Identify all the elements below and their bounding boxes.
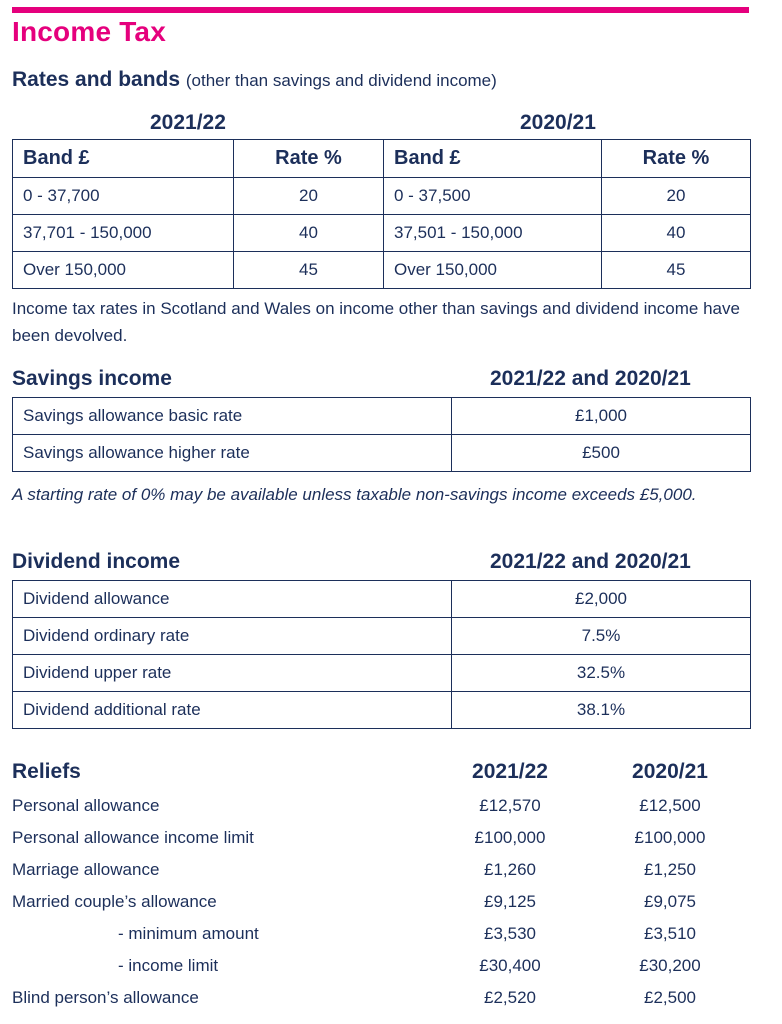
page-title: Income Tax [12,16,166,47]
relief-value-2021: £100,000 [474,828,546,847]
dividend-label-cell: Dividend ordinary rate [13,618,452,655]
rate-cell: 20 [234,178,384,215]
rates-heading-text: Rates and bands [12,68,181,91]
relief-row [0,854,782,886]
rates-table [12,139,751,289]
dividend-value-cell: £2,000 [452,581,751,618]
relief-value-2021: £12,570 [479,796,541,815]
relief-row [0,950,782,982]
band-cell: 37,701 - 150,000 [13,215,234,252]
table-header-row [13,140,751,178]
table-row [13,618,751,655]
dividend-label-cell: Dividend allowance [13,581,452,618]
relief-value-2021: £2,520 [484,988,536,1007]
rate-cell: 45 [234,252,384,289]
savings-label-cell: Savings allowance higher rate [13,435,452,472]
reliefs-year-2020-21: 2020/21 [632,760,708,783]
relief-row [0,918,782,950]
band-cell: 0 - 37,500 [384,178,602,215]
reliefs-heading: Reliefs [12,760,81,783]
relief-row [0,982,782,1014]
savings-table [12,397,751,472]
relief-row [0,822,782,854]
relief-value-2020: £9,075 [644,892,696,911]
savings-value-cell: £1,000 [452,398,751,435]
table-row [13,178,751,215]
dividend-value-cell: 38.1% [452,692,751,729]
savings-heading: Savings income [12,367,172,390]
title-rule [12,7,749,13]
col-band-2020: Band £ [384,140,602,178]
band-cell: Over 150,000 [13,252,234,289]
dividend-value-cell: 7.5% [452,618,751,655]
relief-value-2020: £100,000 [634,828,706,847]
rate-cell: 45 [602,252,751,289]
table-row [13,692,751,729]
col-rate-2020: Rate % [602,140,751,178]
relief-value-2020: £3,510 [644,924,696,943]
dividend-heading: Dividend income [12,550,181,573]
rate-cell: 40 [234,215,384,252]
table-row [13,398,751,435]
relief-label: - income limit [118,956,219,975]
table-row [13,435,751,472]
relief-value-2021: £3,530 [484,924,536,943]
rates-heading-note: (other than savings and dividend income) [185,71,497,90]
savings-year-label: 2021/22 and 2020/21 [490,367,691,390]
band-cell: Over 150,000 [384,252,602,289]
savings-label-cell: Savings allowance basic rate [13,398,452,435]
col-band-2021: Band £ [13,140,234,178]
rates-heading [12,68,497,92]
savings-value-cell: £500 [452,435,751,472]
table-row [13,252,751,289]
dividend-label-cell: Dividend upper rate [13,655,452,692]
reliefs-year-2021-22: 2021/22 [472,760,548,783]
rates-year-2021-22: 2021/22 [150,111,226,134]
col-rate-2021: Rate % [234,140,384,178]
table-row [13,581,751,618]
starting-rate-note: A starting rate of 0% may be available unless taxable non-savings income exceeds £5,000. [12,485,697,504]
dividend-year-label: 2021/22 and 2020/21 [490,550,691,573]
relief-value-2021: £9,125 [484,892,536,911]
rate-cell: 40 [602,215,751,252]
relief-value-2020: £2,500 [644,988,696,1007]
band-cell: 37,501 - 150,000 [384,215,602,252]
relief-label: Married couple’s allowance [12,892,217,911]
relief-value-2021: £30,400 [479,956,541,975]
relief-label: Blind person’s allowance [12,988,199,1007]
relief-label: Personal allowance income limit [12,828,254,847]
relief-label: Personal allowance [12,796,160,815]
relief-row [0,886,782,918]
table-row [13,215,751,252]
relief-value-2021: £1,260 [484,860,536,879]
relief-label: - minimum amount [118,924,259,943]
relief-row [0,790,782,822]
rate-cell: 20 [602,178,751,215]
dividend-label-cell: Dividend additional rate [13,692,452,729]
relief-value-2020: £30,200 [639,956,701,975]
relief-value-2020: £1,250 [644,860,696,879]
relief-label: Marriage allowance [12,860,160,879]
dividend-table [12,580,751,729]
table-row [13,655,751,692]
rates-year-2020-21: 2020/21 [520,111,596,134]
relief-value-2020: £12,500 [639,796,701,815]
band-cell: 0 - 37,700 [13,178,234,215]
dividend-value-cell: 32.5% [452,655,751,692]
devolved-note: Income tax rates in Scotland and Wales on income other than savings and dividend income have been devolved. [12,299,740,345]
